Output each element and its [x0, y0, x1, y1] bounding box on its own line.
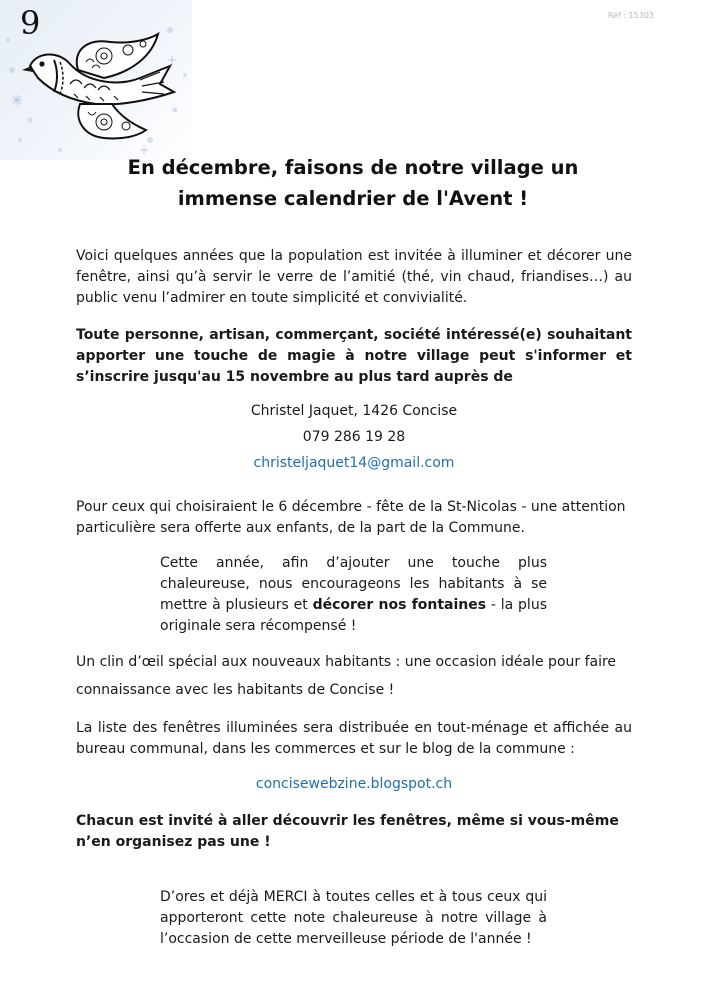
- fountains-text-after: - la plus originale sera récompensé !: [160, 597, 547, 634]
- page-title: [0, 152, 706, 214]
- contact-phone: 079 286 19 28: [302, 429, 406, 445]
- contact-name: Christel Jaquet, 1426 Concise: [250, 403, 458, 419]
- contact-email-link[interactable]: christeljaquet14@gmail.com: [253, 455, 455, 471]
- page-number: 9: [20, 4, 41, 42]
- blog-link[interactable]: concisewebzine.blogspot.ch: [255, 776, 453, 792]
- invitation-paragraph: Chacun est invité à aller découvrir les fenêtres, même si vous-même n’en organisez pas une !: [76, 813, 619, 850]
- fountains-paragraph: [160, 553, 547, 637]
- fountains-text-bold: décorer nos fontaines: [312, 597, 487, 613]
- st-nicolas-paragraph: Pour ceux qui choisiraient le 6 décembre - fête de la St-Nicolas - une attention particulière sera offerte aux enfants, de la part de la Commune.: [76, 499, 626, 536]
- thanks-paragraph: D’ores et déjà MERCI à toutes celles et à tous ceux qui apporteront cette note chaleureuse à notre village à l’occasion de cette merveilleuse période de l'année !: [160, 889, 547, 947]
- newcomers-paragraph: Un clin d’œil spécial aux nouveaux habitants : une occasion idéale pour faire connaissance avec les habitants de Concise !: [76, 654, 617, 698]
- title-line-1: En décembre, faisons de notre village un: [127, 156, 579, 179]
- registration-notice: Toute personne, artisan, commerçant, société intéressé(e) souhaitant apporter une touche de magie à notre village peut s'informer et s’inscrire jusqu'au 15 novembre au plus tard auprès de: [76, 327, 632, 385]
- title-line-2: immense calendrier de l'Avent !: [177, 187, 529, 210]
- header-decoration: [0, 0, 192, 160]
- reference-number: Réf : 15303: [607, 11, 654, 20]
- fountains-text-before: Cette année, afin d’ajouter une touche plus chaleureuse, nous encourageons les habitants à se mettre à plusieurs et: [160, 555, 547, 613]
- intro-paragraph: Voici quelques années que la population est invitée à illuminer et décorer une fenêtre, ainsi qu’à servir le verre de l’amitié (thé, vin chaud, friandises…) au public venu l’admirer en toute simplicité et convivialité.: [76, 248, 632, 306]
- distribution-paragraph: La liste des fenêtres illuminées sera distribuée en tout-ménage et affichée au bureau communal, dans les commerces et sur le blog de la commune :: [76, 720, 632, 757]
